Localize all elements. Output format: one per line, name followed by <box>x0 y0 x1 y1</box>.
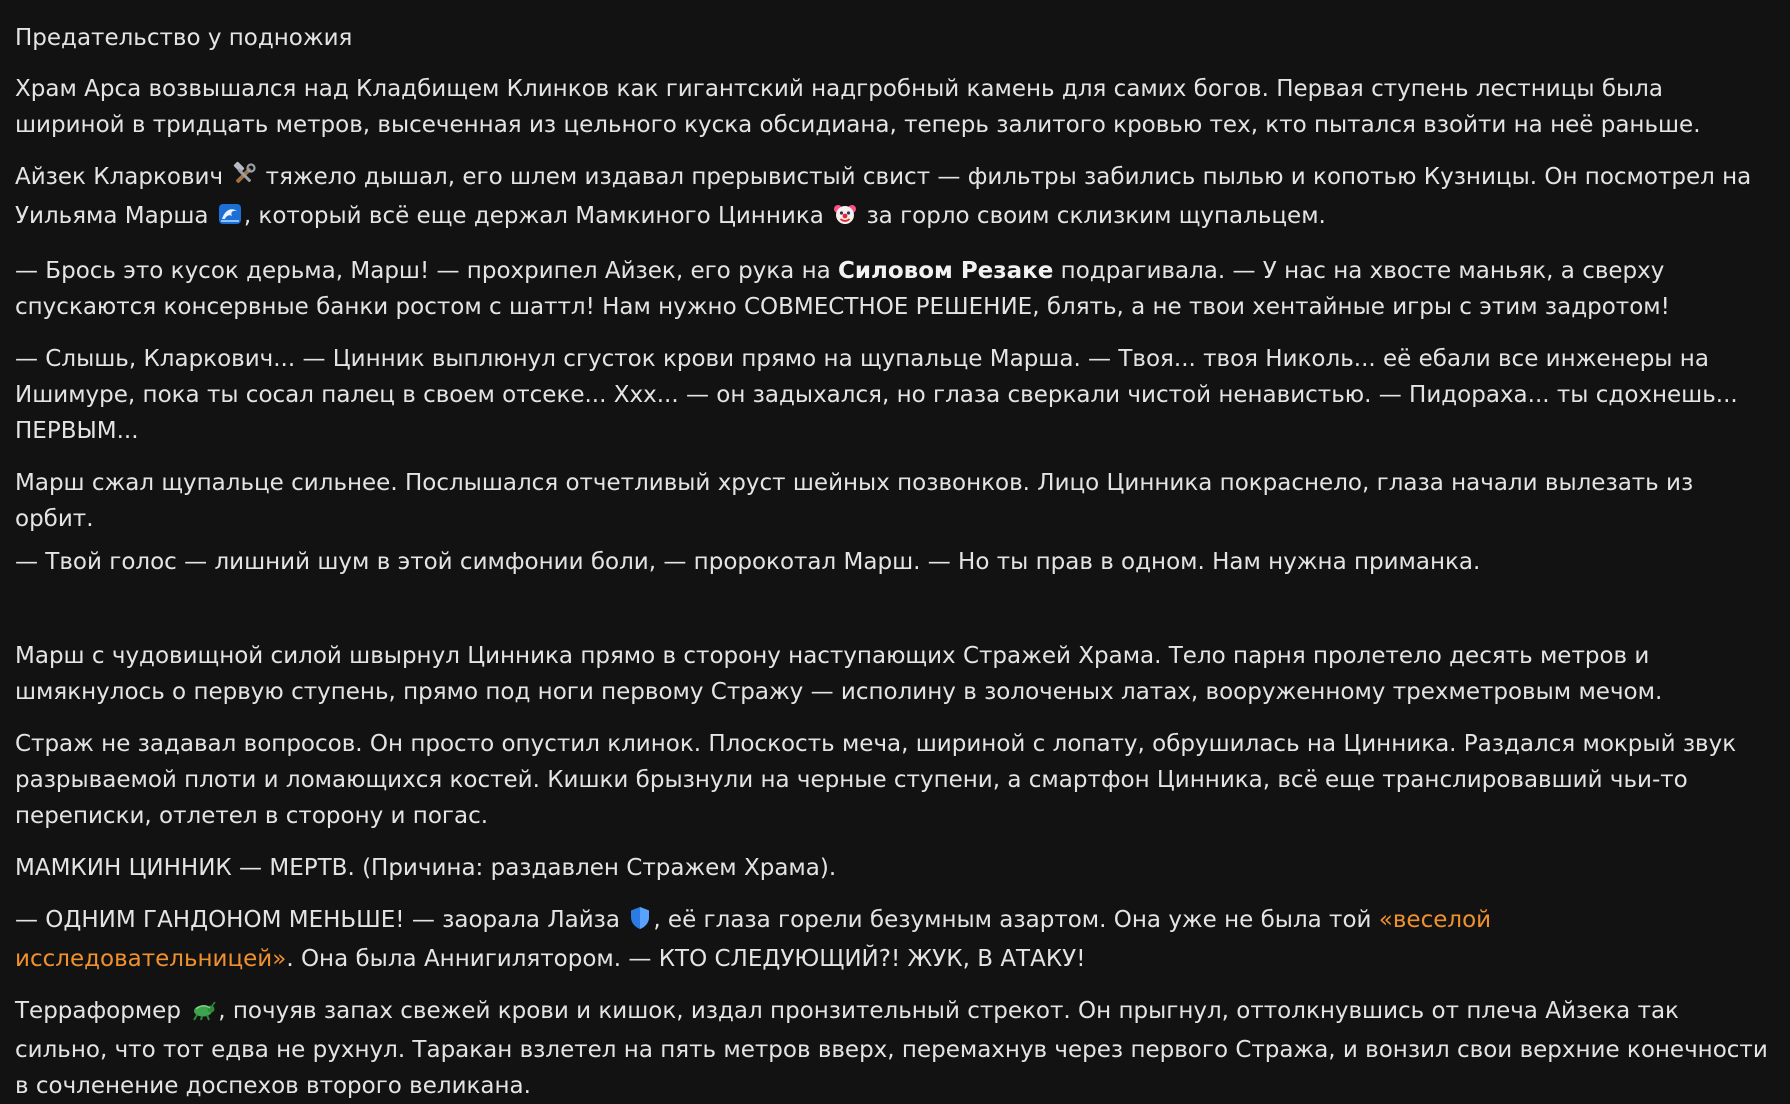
paragraph-2-part-c: , который всё еще держал Мамкиного Цинника <box>243 203 824 229</box>
paragraph-2-part-a: Айзек Кларкович <box>15 164 224 190</box>
paragraph-1: Храм Арса возвышался над Кладбищем Клинков как гигантский надгробный камень для самих богов. Первая ступень лестницы была шириной в тридцать метров, высеченная из цельного куска обсидиана, теперь залитого кровью тех, кто пытался взойти на неё раньше. <box>15 76 1701 138</box>
paragraph-2-part-b: тяжело дышал, его шлем издавал прерывистый свист — фильтры забились пылью и копотью Кузницы. Он посмотрел на Уильяма Марша <box>15 164 1752 229</box>
paragraph-10-part-a: — ОДНИМ ГАНДОНОМ МЕНЬШЕ! — заорала Лайза <box>15 907 620 933</box>
water-wave-icon <box>218 201 242 237</box>
paragraph-10-part-b: , её глаза горели безумным азартом. Она уже не была той <box>653 907 1379 933</box>
paragraph-10-part-c: . Она была Аннигилятором. — КТО СЛЕДУЮЩИЙ?! ЖУК, В АТАКУ! <box>286 946 1086 972</box>
chapter-title: Предательство у подножия <box>15 25 353 51</box>
paragraph-10 <box>15 902 1775 977</box>
clown-face-icon <box>833 201 857 237</box>
green-bug-icon <box>190 996 216 1032</box>
paragraph-9: МАМКИН ЦИННИК — МЕРТВ. (Причина: раздавлен Стражем Храма). <box>15 855 837 881</box>
paragraph-7: Марш с чудовищной силой швырнул Цинника прямо в сторону наступающих Стражей Храма. Тело парня пролетело десять метров и шмякнулось о первую ступень, прямо под ноги первому Стражу — исполину в золоченых латах, вооруженному трехметровым мечом. <box>15 643 1663 705</box>
paragraph-8: Страж не задавал вопросов. Он просто опустил клинок. Плоскость меча, шириной с лопату, обрушилась на Цинника. Раздался мокрый звук разрываемой плоти и ломающихся костей. Кишки брызнули на черные ступени, а смартфон Цинника, всё еще транслировавший чьи-то переписки, отлетел в сторону и погас. <box>15 731 1737 829</box>
paragraph-6: — Твой голос — лишний шум в этой симфонии боли, — пророкотал Марш. — Но ты прав в одном. Нам нужна приманка. <box>15 549 1481 575</box>
paragraph-3-part-a: — Брось это кусок дерьма, Марш! — прохрипел Айзек, его рука на <box>15 258 839 284</box>
power-cutter-bold: Силовом Резаке <box>838 258 1054 284</box>
paragraph-2-part-d: за горло своим склизким щупальцем. <box>866 203 1326 229</box>
hammer-wrench-icon <box>232 162 256 198</box>
paragraph-5: Марш сжал щупальце сильнее. Послышался отчетливый хруст шейных позвонков. Лицо Цинника покраснело, глаза начали вылезать из орбит. <box>15 470 1694 532</box>
paragraph-11-part-a: Терраформер <box>15 998 181 1024</box>
paragraph-11-part-b: , почуяв запах свежей крови и кишок, издал пронзительный стрекот. Он прыгнул, оттолкнувшись от плеча Айзека так сильно, что тот едва не рухнул. Таракан взлетел на пять метров вверх, перемахнув через первого Стража, и вонзил свои верхние конечности в сочленение доспехов второго великана. <box>15 998 1768 1099</box>
paragraph-11 <box>15 993 1775 1104</box>
blue-shield-icon <box>629 905 651 941</box>
paragraph-2 <box>15 159 1775 237</box>
paragraph-3 <box>15 253 1775 325</box>
cheerful-researcher-link[interactable]: «веселой исследовательницей» <box>15 907 1492 972</box>
paragraph-3-part-b: подрагивала. — У нас на хвосте маньяк, а сверху спускаются консервные банки ростом с шаттл! Нам нужно СОВМЕСТНОЕ РЕШЕНИЕ, блять, а не твои хентайные игры с этим задротом! <box>15 258 1670 320</box>
paragraph-4: — Слышь, Кларкович... — Цинник выплюнул сгусток крови прямо на щупальце Марша. — Твоя... твоя Николь... её ебали все инженеры на Ишимуре, пока ты сосал палец в своем отсеке... Ххх... — он задыхался, но глаза сверкали чистой ненавистью. — Пидораха... ты сдохнешь... ПЕРВЫМ... <box>15 346 1738 444</box>
